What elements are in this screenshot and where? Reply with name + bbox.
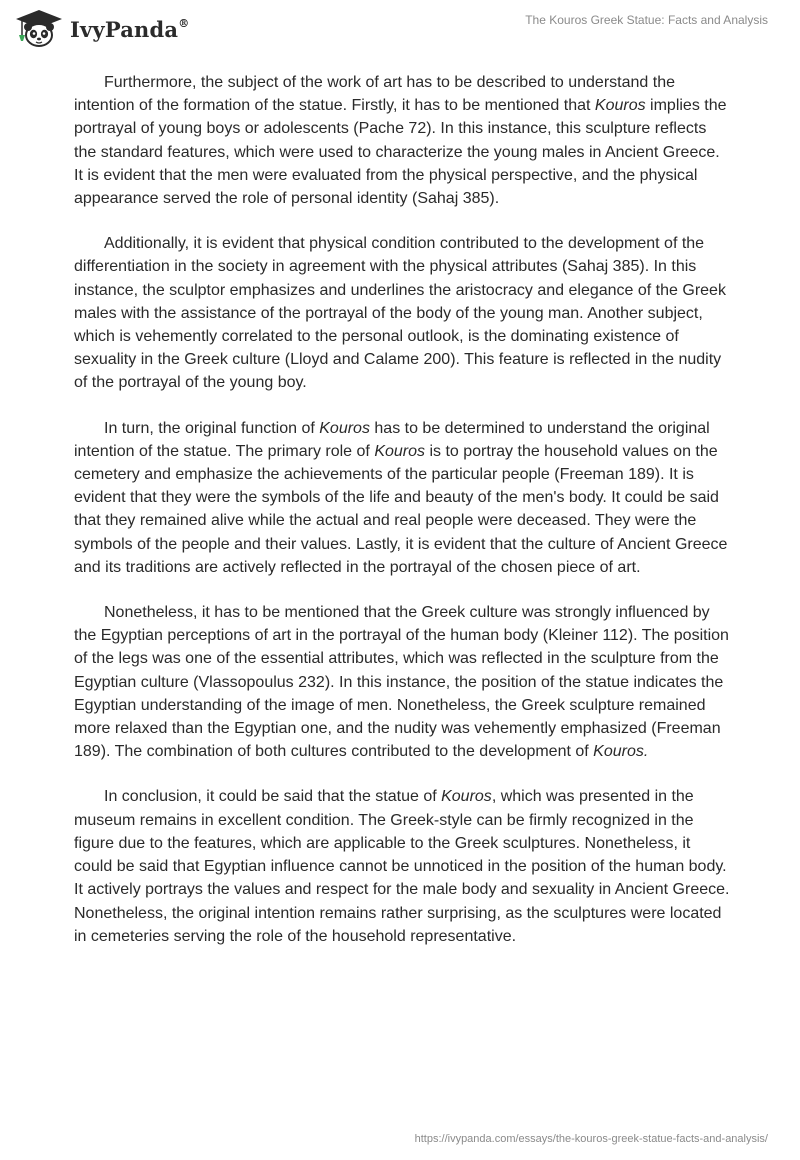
- essay-paragraph: [74, 232, 730, 394]
- essay-body: [74, 71, 730, 970]
- paragraph-text: Furthermore, the subject of the work of art has to be described to understand the intention of the formation of the statue. Firstly, it has to be mentioned that: [74, 74, 675, 115]
- italic-term: Kouros.: [593, 743, 649, 761]
- paragraph-text: has to be determined to understand the original intention of the statue. The primary role of: [74, 419, 710, 460]
- paragraph-text: , which was presented in the museum remains in excellent condition. The Greek-style can be firmly recognized in the figure due to the features, which are applicable to the Greek sculptures. Nonetheless, it could be said that Egyptian influence cannot be unnoticed in the position of the human body. It actively portrays the values and respect for the male body and sexuality in Ancient Greece. Nonetheless, the original intention remains rather surprising, as the sculptures were located in cemeteries serving the role of the household representative.: [74, 788, 730, 945]
- logo-wordmark: IvyPanda®: [70, 16, 190, 42]
- source-url[interactable]: https://ivypanda.com/essays/the-kouros-greek-statue-facts-and-analysis/: [414, 1133, 768, 1145]
- paragraph-text: Additionally, it is evident that physical condition contributed to the development of the differentiation in the society in agreement with the physical attributes (Sahaj 385). In this instance, the sculptor emphasizes and underlines the aristocracy and elegance of the Greek males with the assistance of the portrayal of the body of the young man. Another subject, which is vehemently correlated to the personal outlook, is the dominating existence of sexuality in the Greek culture (Lloyd and Calame 200). This feature is reflected in the nudity of the portrayal of the young boy.: [74, 235, 726, 392]
- paragraph-text: Nonetheless, it has to be mentioned that the Greek culture was strongly influenced by the Egyptian perceptions of art in the portrayal of the human body (Kleiner 112). The position of the legs was one of the essential attributes, which was reflected in the sculpture from the Egyptian culture (Vlassopoulus 232). In this instance, the position of the statue indicates the Egyptian understanding of the image of men. Nonetheless, the Greek sculpture remained more relaxed than the Egyptian one, and the nudity was vehemently emphasized (Freeman 189). The combination of both cultures contributed to the development of: [74, 604, 729, 761]
- ivypanda-logo[interactable]: [14, 8, 189, 48]
- essay-paragraph: [74, 601, 730, 763]
- essay-paragraph: [74, 417, 730, 579]
- essay-paragraph: [74, 785, 730, 947]
- italic-term: Kouros: [319, 419, 370, 437]
- italic-term: Kouros: [594, 97, 646, 115]
- essay-paragraph: [74, 71, 730, 210]
- paragraph-text: In conclusion, it could be said that the statue of: [104, 788, 442, 806]
- document-title: The Kouros Greek Statue: Facts and Analysis: [525, 13, 768, 27]
- paragraph-text: implies the portrayal of young boys or adolescents (Pache 72). In this instance, this sculpture reflects the standard features, which were used to characterize the young males in Ancient Greece. It is evident that the men were evaluated from the physical perspective, and the physical appearance served the role of personal identity (Sahaj 385).: [74, 97, 727, 208]
- page-header: [0, 0, 800, 70]
- italic-term: Kouros: [441, 788, 492, 806]
- italic-term: Kouros: [374, 442, 426, 460]
- paragraph-text: is to portray the household values on the cemetery and emphasize the achievements of the particular people (Freeman 189). It is evident that they were the symbols of the life and beauty of the men's body. It could be said that they remained alive while the actual and real people were deceased. They were the symbols of the people and their values. Lastly, it is evident that the culture of Ancient Greece and its traditions are actively reflected in the portrayal of the chosen piece of art.: [74, 442, 728, 576]
- paragraph-text: In turn, the original function of: [104, 419, 320, 437]
- panda-graduate-icon: [14, 8, 64, 48]
